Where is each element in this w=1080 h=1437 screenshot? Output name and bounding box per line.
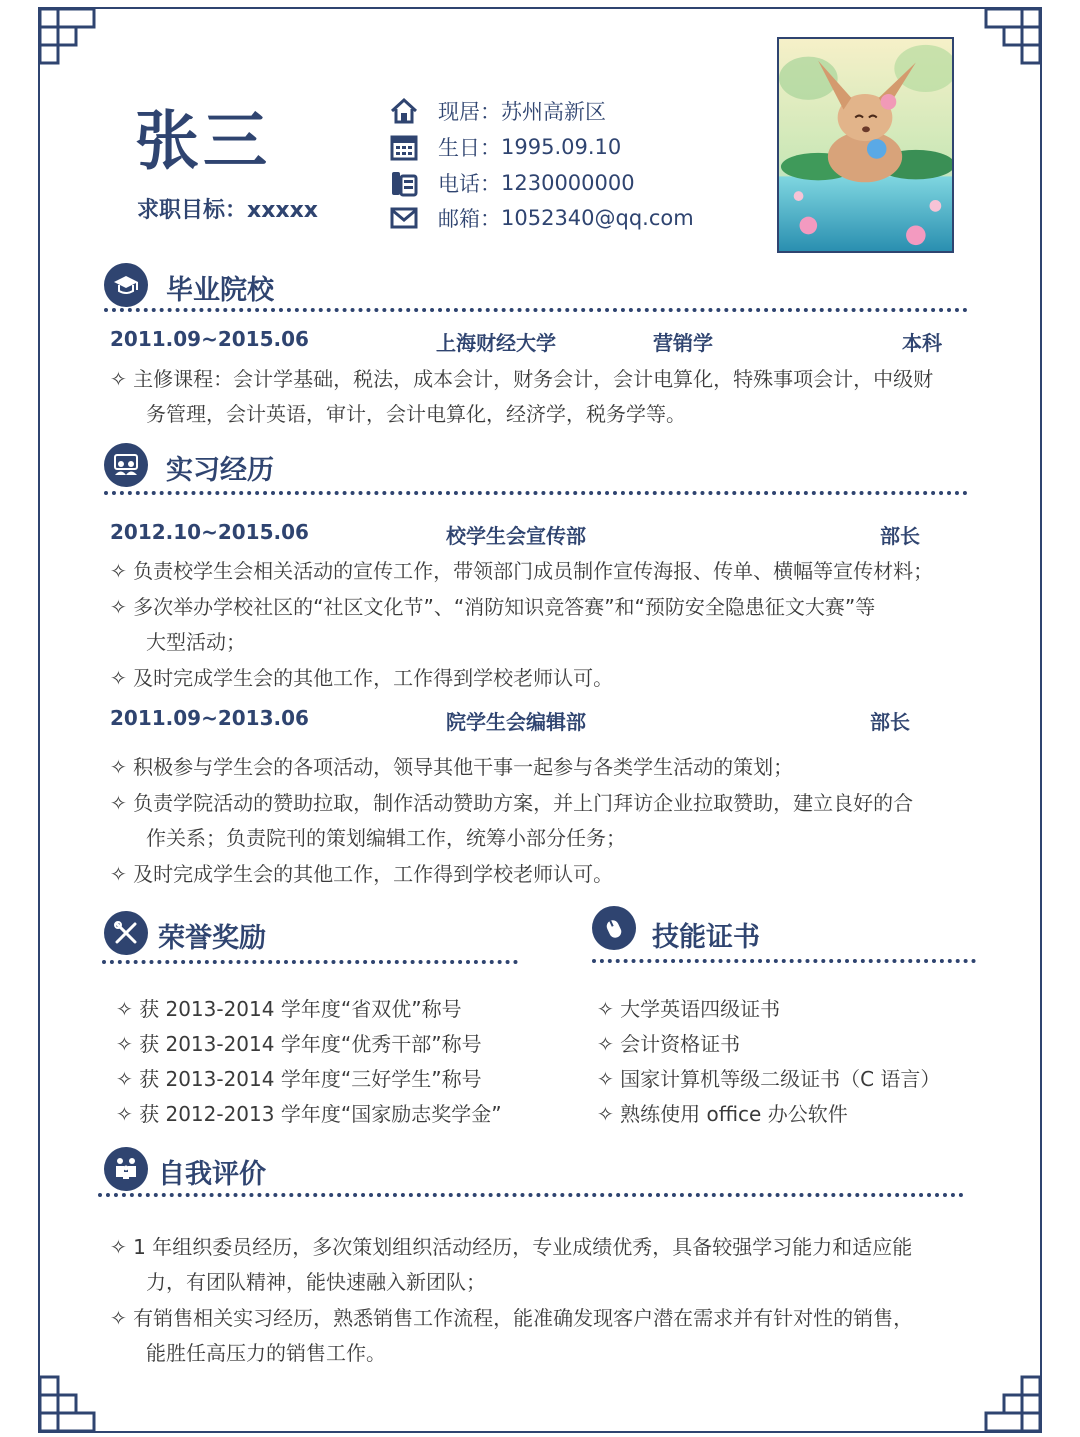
job-duty-line: ✧ 多次举办学校社区的“社区文化节”、“消防知识竞答赛”和“预防安全隐患征文大赛”等 [110,595,876,619]
job-duty-line: 大型活动； [146,630,246,654]
skill-item: ✧ 熟练使用 office 办公软件 [597,1102,848,1126]
self-evaluation-line: 力，有团队精神，能快速融入新团队； [146,1270,486,1294]
section-title-skills: 技能证书 [652,922,760,953]
divider [592,959,976,963]
section-title-honors: 荣誉奖励 [158,923,266,954]
divider [104,308,968,312]
skill-item: ✧ 国家计算机等级二级证书（C 语言） [597,1067,941,1091]
job-role: 部长 [870,710,910,734]
corner-ornament-top-right [982,7,1042,67]
family-icon [104,1147,148,1191]
team-icon [104,443,148,487]
phone-icon [388,168,420,198]
contact-row-birthday: 生日： 1995.09.10 [388,132,621,162]
section-title-self-evaluation: 自我评价 [158,1159,266,1190]
corner-ornament-bottom-left [38,1373,98,1433]
honor-item: ✧ 获 2012-2013 学年度“国家励志奖学金” [116,1102,502,1126]
job-duty-line: ✧ 负责校学生会相关活动的宣传工作，带领部门成员制作宣传海报、传单、横幅等宣传材料； [110,559,934,583]
education-courses-line: 务管理，会计英语，审计，会计电算化，经济学，税务学等。 [146,402,686,426]
job-period: 2012.10~2015.06 [110,520,309,544]
graduation-cap-icon [104,263,148,307]
job-organization: 校学生会宣传部 [446,524,586,548]
home-icon [388,96,420,126]
job-duty-line: ✧ 及时完成学生会的其他工作，工作得到学校老师认可。 [110,666,614,690]
section-title-education: 毕业院校 [166,275,274,306]
job-organization: 院学生会编辑部 [446,710,586,734]
contact-row-address: 现居： 苏州高新区 [388,96,606,126]
profile-photo [777,37,954,253]
education-major: 营销学 [653,331,713,355]
corner-ornament-top-left [38,7,98,67]
divider [102,960,518,964]
section-title-internship: 实习经历 [166,455,274,486]
honor-item: ✧ 获 2013-2014 学年度“省双优”称号 [116,997,462,1021]
corner-ornament-bottom-right [982,1373,1042,1433]
contact-row-phone: 电话： 1230000000 [388,168,635,198]
skill-item: ✧ 大学英语四级证书 [597,997,781,1021]
job-duty-line: ✧ 积极参与学生会的各项活动，领导其他干事一起参与各类学生活动的策划； [110,755,794,779]
self-evaluation-line: ✧ 有销售相关实习经历，熟悉销售工作流程，能准确发现客户潜在需求并有针对性的销售， [110,1306,914,1330]
skill-item: ✧ 会计资格证书 [597,1032,741,1056]
calendar-icon [388,132,420,162]
job-role: 部长 [880,524,920,548]
self-evaluation-line: 能胜任高压力的销售工作。 [146,1341,386,1365]
candidate-name: 张三 [135,105,271,179]
mail-icon [388,203,420,233]
job-duty-line: ✧ 及时完成学生会的其他工作，工作得到学校老师认可。 [110,862,614,886]
divider [98,1193,964,1197]
job-objective: 求职目标：xxxxx [137,198,318,223]
honor-item: ✧ 获 2013-2014 学年度“三好学生”称号 [116,1067,482,1091]
education-degree: 本科 [902,331,942,355]
tools-icon [104,911,148,955]
mouse-icon [592,906,636,950]
education-school: 上海财经大学 [436,331,556,355]
job-period: 2011.09~2013.06 [110,706,309,730]
contact-row-email: 邮箱： 1052340@qq.com [388,203,694,233]
job-duty-line: ✧ 负责学院活动的赞助拉取，制作活动赞助方案，并上门拜访企业拉取赞助，建立良好的合 [110,791,914,815]
divider [104,491,968,495]
education-courses-line: ✧ 主修课程：会计学基础，税法，成本会计，财务会计，会计电算化，特殊事项会计，中级财 [110,367,934,391]
self-evaluation-line: ✧ 1 年组织委员经历，多次策划组织活动经历，专业成绩优秀，具备较强学习能力和适应能 [110,1235,913,1259]
honor-item: ✧ 获 2013-2014 学年度“优秀干部”称号 [116,1032,482,1056]
education-period: 2011.09~2015.06 [110,327,309,351]
job-duty-line: 作关系；负责院刊的策划编辑工作，统筹小部分任务； [146,826,626,850]
